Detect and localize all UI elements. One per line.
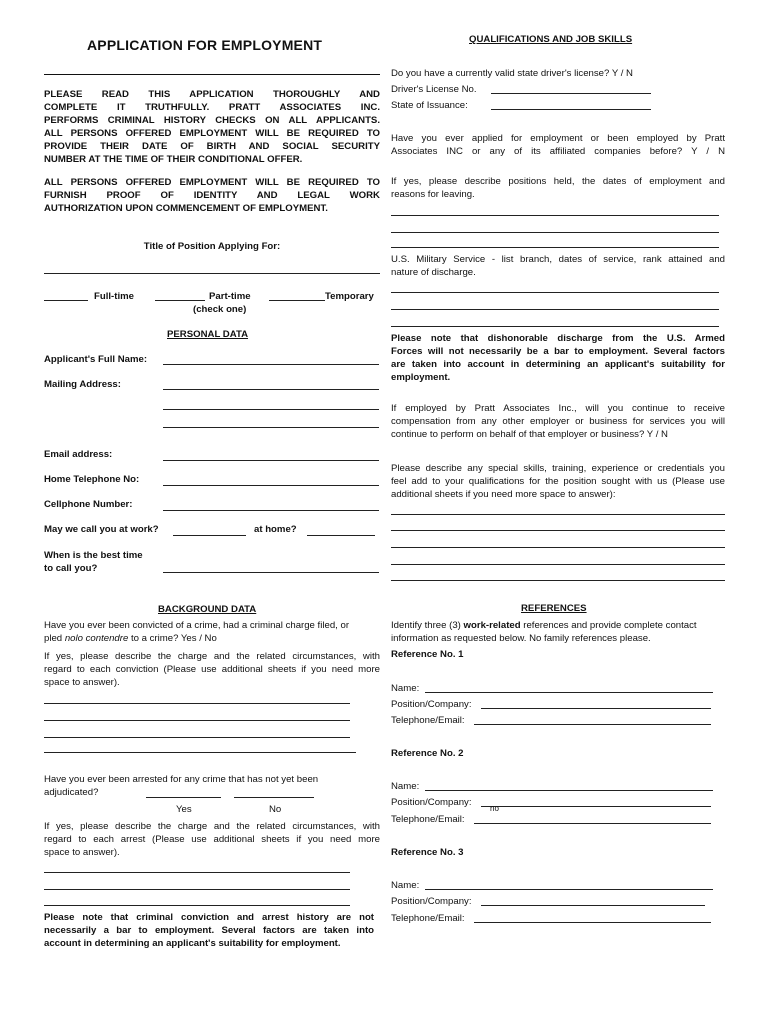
skills-answer-line[interactable] [391, 547, 725, 548]
call-home-input[interactable] [307, 535, 375, 536]
arrest-answer-line[interactable] [44, 889, 350, 890]
personal-data-heading: PERSONAL DATA [167, 329, 249, 340]
references-intro-line: information as requested below. No family references please. [391, 633, 651, 644]
qualifications-heading: QUALIFICATIONS AND JOB SKILLS [469, 34, 633, 45]
full-name-label: Applicant's Full Name: [44, 354, 148, 365]
arrest-describe-text [44, 820, 380, 859]
conviction-answer-line[interactable] [44, 703, 350, 704]
skills-line: additional sheets if you need more space to answer): [391, 489, 616, 500]
conviction-answer-line[interactable] [44, 752, 356, 753]
discharge-note [391, 332, 725, 384]
parttime-checkbox[interactable] [155, 300, 205, 301]
references-intro-text: Identify three (3) [391, 620, 464, 631]
check-one-label: (check one) [193, 304, 247, 315]
describe-line: space to answer). [44, 847, 120, 858]
positions-line: reasons for leaving. [391, 189, 475, 200]
mailing-address-label: Mailing Address: [44, 379, 121, 390]
reference-2-phone-input[interactable] [474, 823, 711, 824]
describe-line: If yes, please describe the charge and the related circumstances, with [44, 821, 380, 832]
skills-answer-line[interactable] [391, 580, 725, 581]
positions-line: If yes, please describe positions held, the dates of employment and [391, 176, 725, 187]
continue-line: compensation from any other employer or business for services you will [391, 416, 725, 427]
page-title: APPLICATION FOR EMPLOYMENT [87, 37, 323, 53]
reference-2-name-input[interactable] [425, 790, 713, 791]
arrested-line: adjudicated? [44, 787, 99, 798]
arrest-answer-line[interactable] [44, 872, 350, 873]
references-intro-text: references and provide complete contact [520, 620, 697, 631]
nolo-text: nolo contendre [64, 633, 129, 644]
reference-3-phone-label: Telephone/Email: [391, 913, 465, 924]
continue-line: If employed by Pratt Associates Inc., will you continue to receive [391, 403, 725, 414]
discharge-line: Forces will not necessarily be a bar to employment. Several factors [391, 346, 725, 357]
notice-line: ALL PERSONS OFFERED EMPLOYMENT WILL BE REQUIRED TO [44, 177, 380, 188]
email-input[interactable] [163, 460, 379, 461]
positions-answer-line[interactable] [391, 232, 719, 233]
best-time-line: to call you? [44, 563, 98, 574]
arrested-line: Have you ever been arrested for any crime that has not yet been [44, 774, 319, 785]
reference-1-name-label: Name: [391, 683, 420, 694]
reference-1-phone-input[interactable] [474, 724, 711, 725]
military-answer-line[interactable] [391, 326, 719, 327]
reference-3-phone-input[interactable] [474, 922, 711, 923]
parttime-label: Part-time [209, 291, 251, 302]
arrested-question [44, 773, 318, 799]
email-label: Email address: [44, 449, 113, 460]
positions-answer-line[interactable] [391, 247, 719, 248]
military-line: U.S. Military Service - list branch, dates of service, rank attained and [391, 254, 725, 265]
call-home-label: at home? [254, 524, 297, 535]
describe-line: regard to each arrest (Please use additional sheets if you need more [44, 834, 380, 845]
describe-line: If yes, please describe the charge and the related circumstances, with [44, 651, 380, 662]
cellphone-label: Cellphone Number: [44, 499, 133, 510]
mailing-address-input[interactable] [163, 427, 379, 428]
arrested-no-label: No [269, 804, 282, 815]
reference-2-phone-label: Telephone/Email: [391, 814, 465, 825]
state-issuance-input[interactable] [491, 109, 651, 110]
skills-answer-line[interactable] [391, 514, 725, 515]
reference-3-company-input[interactable] [481, 905, 705, 906]
skills-line: feel add to your qualifications for the position sought with us (Please use [391, 476, 725, 487]
discharge-line: employment. [391, 372, 451, 383]
skills-answer-line[interactable] [391, 564, 725, 565]
convicted-line [44, 632, 384, 645]
notice-line: COMPLETE IT TRUTHFULLY. PRATT ASSOCIATES INC. [44, 102, 380, 113]
describe-line: space to answer). [44, 677, 120, 688]
notice-line: NUMBER AT THE TIME OF THEIR CONDITIONAL OFFER. [44, 154, 303, 165]
arrested-yes-input[interactable] [146, 797, 221, 798]
skills-question [391, 462, 725, 501]
applied-line: Associates INC or any of its affiliated companies before? Y / N [391, 146, 725, 157]
reference-2-company-label: Position/Company: [391, 797, 472, 808]
conviction-answer-line[interactable] [44, 737, 350, 738]
convicted-text: pled [44, 633, 65, 644]
reference-3-name-label: Name: [391, 880, 420, 891]
discharge-line: are taken into account in determining an applicant's suitability for [391, 359, 725, 370]
notice-block [44, 88, 380, 166]
references-intro-line [391, 619, 731, 632]
notice-line: PERFORMS CRIMINAL HISTORY CHECKS ON ALL APPLICANTS. [44, 115, 380, 126]
notice-line: ALL PERSONS OFFERED EMPLOYMENT WILL BE REQUIRED TO [44, 128, 380, 139]
skills-line: Please describe any special skills, training, experience or credentials you [391, 463, 725, 474]
military-answer-line[interactable] [391, 309, 719, 310]
reference-1-title: Reference No. 1 [391, 649, 464, 660]
position-input[interactable] [44, 273, 380, 274]
reference-2-company-value: no [490, 804, 499, 813]
temporary-label: Temporary [325, 291, 374, 302]
arrested-no-input[interactable] [234, 797, 314, 798]
military-question [391, 253, 725, 279]
home-phone-input[interactable] [163, 485, 379, 486]
convicted-question [44, 619, 384, 645]
background-data-heading: BACKGROUND DATA [158, 604, 257, 615]
positions-answer-line[interactable] [391, 215, 719, 216]
state-issuance-label: State of Issuance: [391, 100, 468, 111]
position-label: Title of Position Applying For: [143, 241, 281, 252]
notice-block-2 [44, 176, 380, 215]
skills-answer-line[interactable] [391, 530, 725, 531]
notice-line: PLEASE READ THIS APPLICATION THOROUGHLY AND [44, 89, 380, 100]
reference-3-name-input[interactable] [425, 889, 713, 890]
conviction-describe-text [44, 650, 380, 689]
applied-line: Have you ever applied for employment or been employed by Pratt [391, 133, 725, 144]
reference-1-phone-label: Telephone/Email: [391, 715, 465, 726]
work-related-text: work-related [463, 620, 521, 631]
arrested-yes-label: Yes [176, 804, 192, 815]
describe-line: regard to each conviction (Please use additional sheets if you need more [44, 664, 380, 675]
home-phone-label: Home Telephone No: [44, 474, 140, 485]
fulltime-checkbox[interactable] [44, 300, 88, 301]
notice-line: PROVIDE THEIR DATE OF BIRTH AND SOCIAL SECURITY [44, 141, 380, 152]
military-line: nature of discharge. [391, 267, 476, 278]
continue-compensation-question [391, 402, 725, 441]
best-time-input[interactable] [163, 572, 379, 573]
title-rule [44, 74, 380, 75]
mailing-address-input[interactable] [163, 409, 379, 410]
reference-1-name-input[interactable] [425, 692, 713, 693]
license-no-label: Driver's License No. [391, 84, 477, 95]
criminal-note-line: necessarily a bar to employment. Several factors are taken into [44, 925, 374, 936]
call-work-label: May we call you at work? [44, 524, 159, 535]
fulltime-label: Full-time [94, 291, 134, 302]
cellphone-input[interactable] [163, 510, 379, 511]
military-answer-line[interactable] [391, 292, 719, 293]
reference-2-name-label: Name: [391, 781, 420, 792]
license-question: Do you have a currently valid state driver's license? Y / N [391, 68, 633, 79]
temporary-checkbox[interactable] [269, 300, 325, 301]
applied-before-question [391, 132, 725, 158]
reference-1-company-label: Position/Company: [391, 699, 472, 710]
criminal-note-line: account in determining an applicant's suitability for employment. [44, 938, 341, 949]
reference-1-company-input[interactable] [481, 708, 711, 709]
notice-line: FURNISH PROOF OF IDENTITY AND LEGAL WORK [44, 190, 380, 201]
arrest-answer-line[interactable] [44, 905, 350, 906]
reference-3-title: Reference No. 3 [391, 847, 464, 858]
best-time-line: When is the best time [44, 550, 143, 561]
best-time-label [44, 549, 143, 575]
criminal-note-line: Please note that criminal conviction and arrest history are not [44, 912, 374, 923]
criminal-note [44, 911, 374, 950]
notice-line: AUTHORIZATION UPON COMMENCEMENT OF EMPLOYMENT. [44, 203, 328, 214]
reference-2-title: Reference No. 2 [391, 748, 464, 759]
license-no-input[interactable] [491, 93, 651, 94]
reference-3-company-label: Position/Company: [391, 896, 472, 907]
conviction-answer-line[interactable] [44, 720, 350, 721]
convicted-line: Have you ever been convicted of a crime, had a criminal charge filed, or [44, 620, 350, 631]
call-work-input[interactable] [173, 535, 246, 536]
continue-line: continue to perform on behalf of that employer or business? Y / N [391, 429, 668, 440]
references-intro [391, 619, 731, 645]
references-heading: REFERENCES [521, 603, 587, 614]
full-name-input[interactable] [163, 364, 379, 365]
convicted-text: to a crime? Yes / No [128, 633, 217, 644]
reference-2-company-input[interactable] [481, 806, 711, 807]
discharge-line: Please note that dishonorable discharge from the U.S. Armed [391, 333, 725, 344]
positions-held-question [391, 175, 725, 201]
mailing-address-input[interactable] [163, 389, 379, 390]
